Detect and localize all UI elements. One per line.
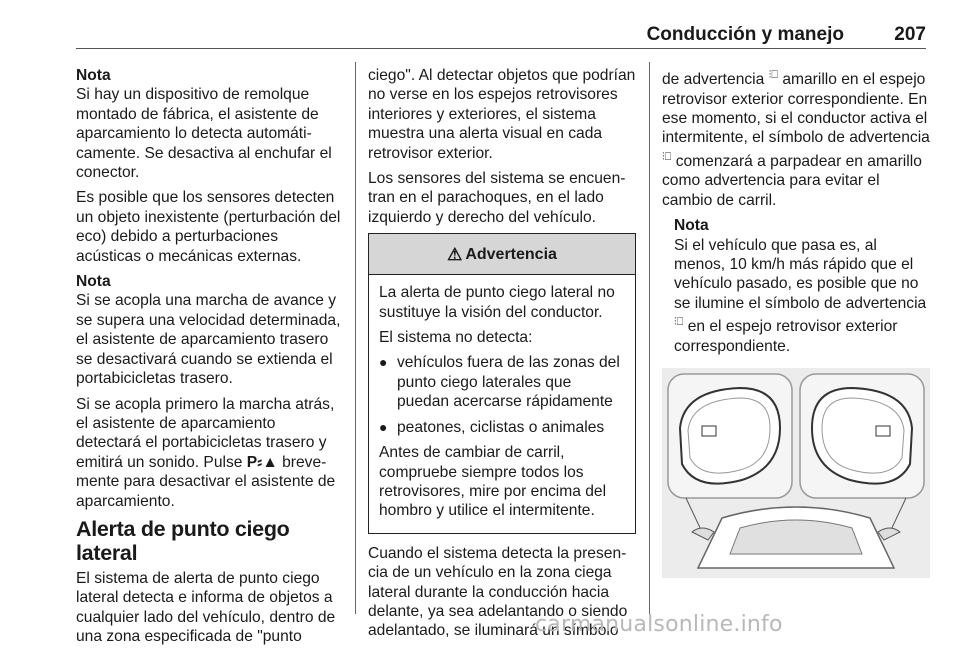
text-span: de advertencia (662, 71, 769, 89)
watermark: carmanualsonline.info (535, 612, 783, 637)
warning-title: Advertencia (465, 245, 557, 263)
blind-spot-warning-icon: ⫶⎕ (674, 316, 684, 329)
section-heading: Alerta de punto ciego lateral (76, 516, 290, 565)
text-span: brevemente para desactivar el asistente de aparcamiento. (76, 453, 336, 510)
text-span: en el espejo retrovisor exterior correspondiente. (674, 318, 898, 355)
bullet-item (379, 418, 625, 437)
column-3 (662, 66, 930, 578)
park-assist-icon: P⸗▲ (246, 453, 278, 471)
side-mirrors-illustration (662, 368, 930, 578)
warning-body (369, 275, 635, 532)
note-label: Nota (76, 273, 111, 291)
bullet-text: peatones, ciclistas o animales (397, 418, 605, 436)
text-span: amarillo en el espejo retrovisor exterior correspondiente. En ese momento, si el conductor activa el intermitente, el símbolo de advertencia (662, 71, 930, 147)
warning-paragraph: El sistema no detecta: (379, 329, 533, 347)
warning-paragraph: Antes de cambiar de carril, compruebe siempre todos los retrovisores, mire por encima del hombro y utilice el intermitente. (379, 444, 607, 520)
paragraph (76, 395, 344, 511)
column-divider (355, 62, 356, 614)
paragraph: Cuando el sistema detecta la presencia de un vehículo en la zona ciega lateral durante la conducción hacia delante, ya sea adelantando o siendo adelantado, se iluminará un símbolo (368, 544, 628, 640)
warning-triangle-icon: ⚠ (447, 244, 463, 264)
warning-box (368, 233, 636, 533)
header-title: Conducción y manejo (646, 24, 844, 45)
text-span: Si se acopla primero la marcha atrás, el asistente de aparcamiento detectará el portabicicletas trasero y emitirá un sonido. Pulse (76, 395, 335, 471)
paragraph (662, 66, 930, 210)
note-label: Nota (76, 67, 111, 84)
page-header (76, 24, 926, 49)
text-span: comenzará a parpadear en amarillo como advertencia para evitar el cambio de carril. (662, 153, 922, 209)
bullet-dot-icon: ● (379, 354, 388, 371)
blind-spot-warning-icon: ⫶⎕ (662, 150, 672, 163)
paragraph: Es posible que los sensores detecten un objeto inexistente (perturbación del eco) debido a perturbaciones acústicas o mecánicas externas. (76, 189, 341, 265)
note-text: Si se acopla una marcha de avance y se supera una velocidad determinada, el asistente de aparcamiento trasero se desactivará cuando se extienda el portabicicletas trasero. (76, 292, 341, 388)
note-label: Nota (674, 217, 709, 235)
bullet-text: vehículos fuera de las zonas del punto ciego laterales que puedan acercarse rápidamente (397, 354, 620, 411)
text-span: Si el vehículo que pasa es, al menos, 10 km/h más rápido que el vehículo pasado, es posible que no se ilumine el símbolo de advertencia (674, 236, 927, 312)
paragraph: El sistema de alerta de punto ciego lateral detecta e informa de objetos a cualquier lado del vehículo, dentro de una zona especificada de "punto (76, 569, 336, 646)
bullet-dot-icon: ● (379, 418, 388, 435)
column-2 (368, 66, 636, 647)
paragraph: Los sensores del sistema se encuentran en el parachoques, en el lado izquierdo y derecho del vehículo. (368, 170, 626, 226)
column-1 (76, 66, 344, 653)
page-number: 207 (894, 24, 926, 45)
paragraph: ciego". Al detectar objetos que podrían no verse en los espejos retrovisores interiores y exteriores, el sistema muestra una alerta visual en cada retrovisor exterior. (368, 67, 636, 162)
mirror-car-drawing (662, 368, 930, 578)
note-block (674, 216, 930, 356)
column-divider (649, 62, 650, 614)
blind-spot-warning-icon: ⫶⎕ (768, 69, 778, 81)
bullet-item (379, 353, 625, 411)
note-text: Si hay un dispositivo de remolque montado de fábrica, el asistente de aparcamiento lo detecta automáticamente. Se desactiva al enchufar el conector. (76, 86, 332, 182)
warning-paragraph: La alerta de punto ciego lateral no sustituye la visión del conductor. (379, 284, 615, 321)
note-text (674, 236, 930, 357)
warning-header (369, 234, 635, 275)
